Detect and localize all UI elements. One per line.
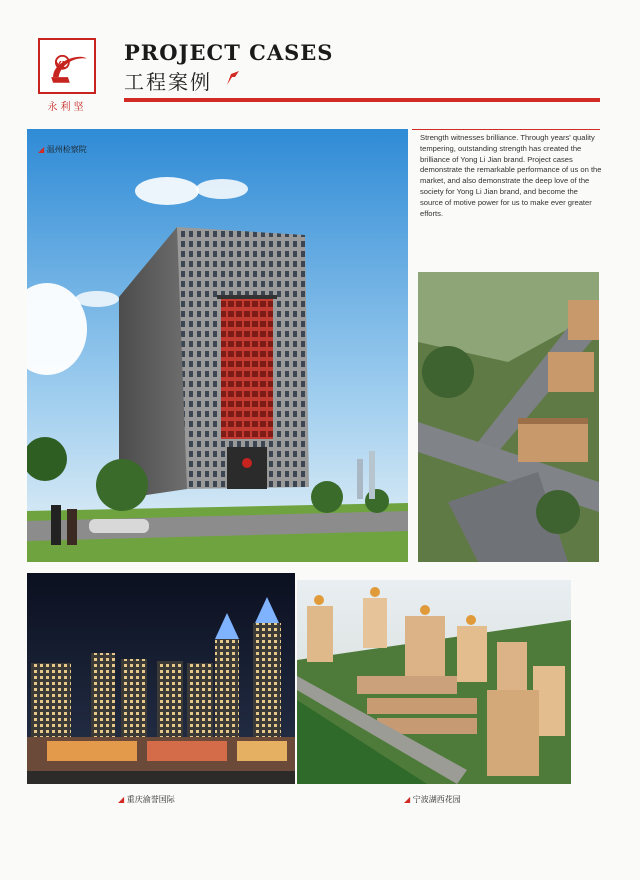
red-arrow-icon bbox=[226, 70, 240, 86]
red-arrow-icon: ◢ bbox=[404, 795, 411, 804]
intro-divider bbox=[412, 129, 600, 130]
svg-text:YL: YL bbox=[54, 59, 68, 71]
photo-night-commercial bbox=[27, 573, 295, 784]
brand-logo-icon bbox=[38, 38, 96, 94]
header-divider bbox=[124, 98, 600, 102]
caption-text: 宁波湖西花园 bbox=[412, 795, 461, 804]
photo-aerial-residential bbox=[418, 272, 599, 562]
caption-photo-night bbox=[118, 794, 175, 805]
caption-photo-estate bbox=[404, 794, 461, 805]
logo-text: 永利坚 bbox=[47, 102, 87, 113]
caption-text: 温州检察院 bbox=[46, 145, 87, 154]
caption-text: 重庆渝誉国际 bbox=[126, 795, 175, 804]
intro-paragraph: Strength witnesses brilliance. Through years' quality tempering, outstanding strength has created the brilliance of Yong Li Jian brand. Project cases demonstrate the remarkable performance of us on the market, and also demonstrate the deep love of the society for Yong Li Jian brand, and become the source of motive power for us to make ever greater efforts. bbox=[420, 133, 602, 218]
page-title-en: PROJECT CASES bbox=[124, 40, 334, 65]
page-title-cn: 工程案例 bbox=[124, 70, 212, 94]
photo-residential-estate bbox=[297, 580, 571, 784]
caption-photo-office bbox=[38, 144, 87, 155]
red-arrow-icon: ◢ bbox=[118, 795, 125, 804]
red-arrow-icon: ◢ bbox=[38, 145, 45, 154]
photo-office-tower bbox=[27, 129, 408, 562]
